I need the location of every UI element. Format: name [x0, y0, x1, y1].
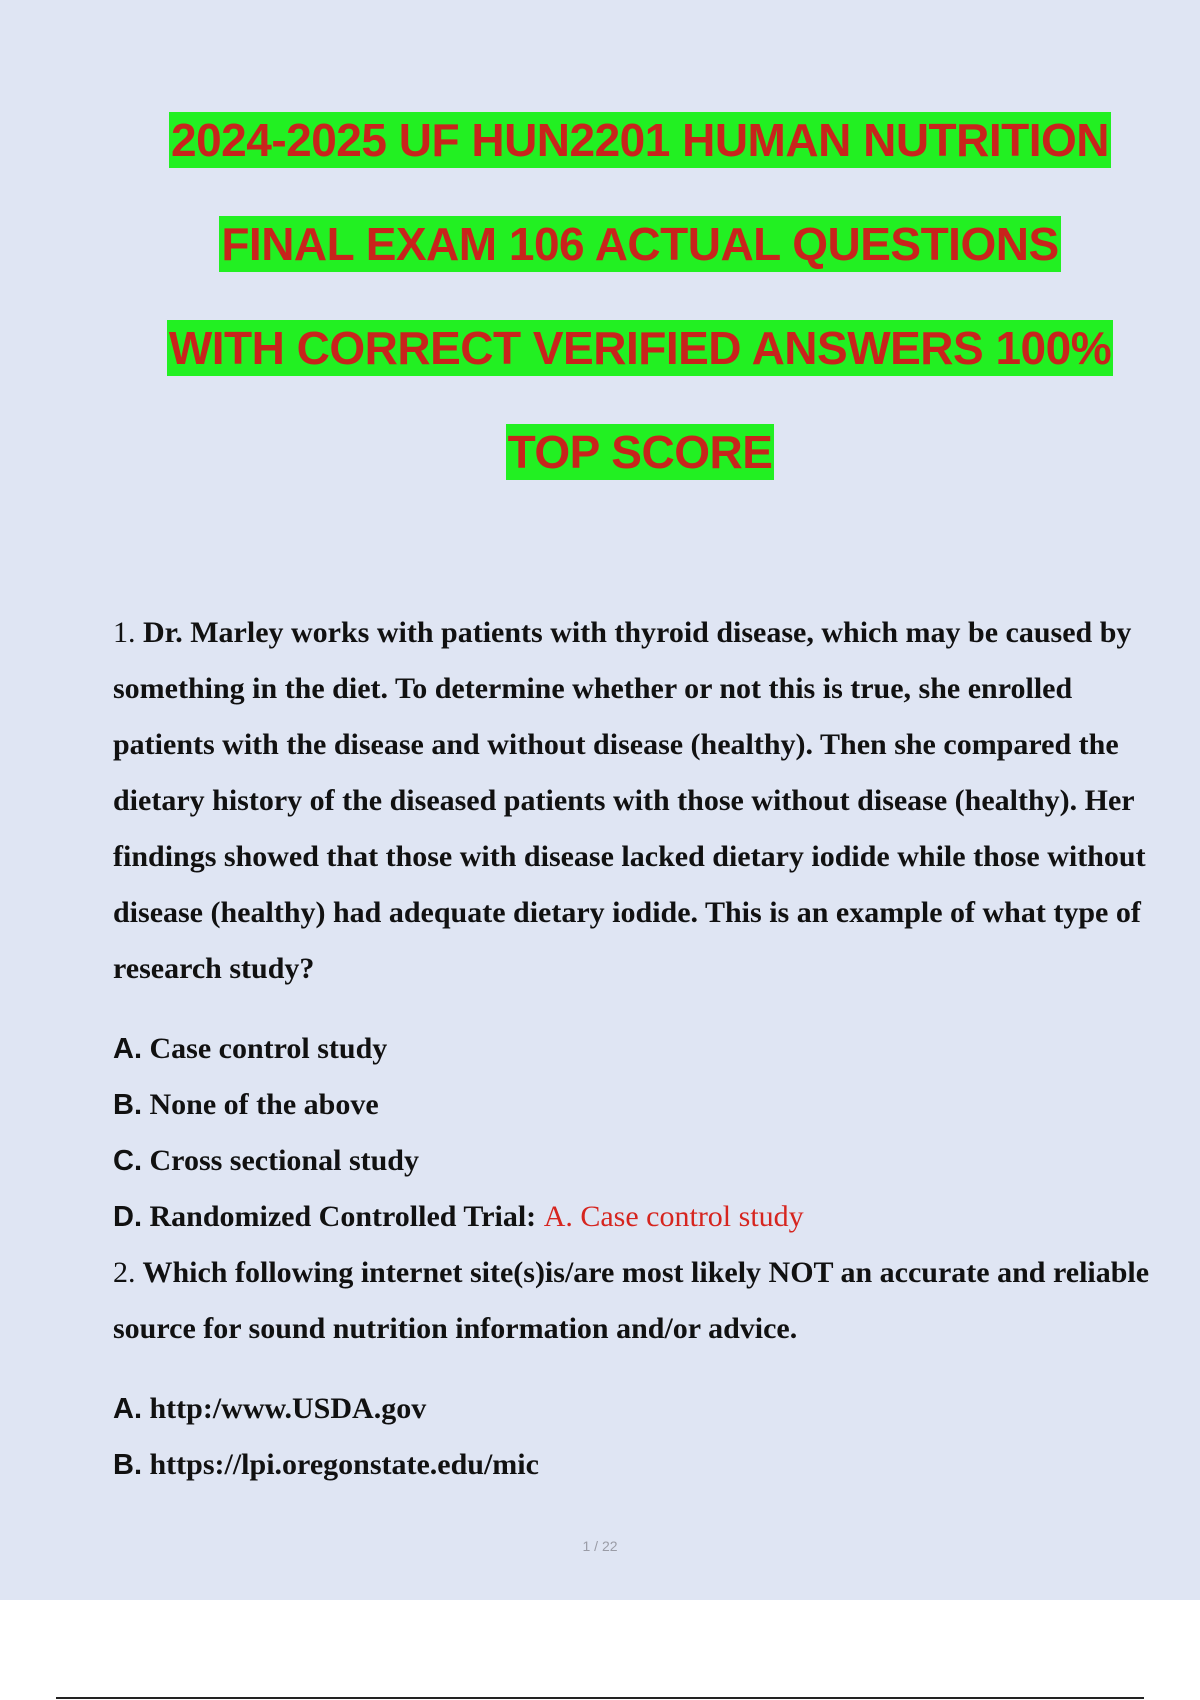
- title-line-2: FINAL EXAM 106 ACTUAL QUESTIONS: [221, 218, 1059, 270]
- question-1-answer: A. Case control study: [543, 1200, 804, 1233]
- option-letter: A.: [113, 1393, 142, 1425]
- question-2: [113, 1245, 1173, 1357]
- option-letter: B.: [113, 1089, 142, 1121]
- question-1: [113, 605, 1173, 997]
- question-2-option-b: [113, 1437, 1173, 1493]
- option-text: Case control study: [149, 1032, 388, 1065]
- option-letter: C.: [113, 1145, 142, 1177]
- question-2-text: Which following internet site(s)is/are most likely NOT an accurate and reliable source for sound nutrition information and/or advice.: [113, 1256, 1150, 1345]
- question-1-options: [113, 1021, 1173, 1245]
- option-letter: D.: [113, 1201, 142, 1233]
- question-1-option-b: [113, 1077, 1173, 1133]
- question-1-number: 1.: [113, 616, 136, 649]
- option-text: https://lpi.oregonstate.edu/mic: [149, 1448, 539, 1481]
- option-letter: A.: [113, 1033, 142, 1065]
- option-text: Cross sectional study: [149, 1144, 419, 1177]
- title-line-3: WITH CORRECT VERIFIED ANSWERS 100%: [168, 322, 1112, 374]
- option-text: http:/www.USDA.gov: [149, 1392, 427, 1425]
- question-1-option-c: [113, 1133, 1173, 1189]
- option-text: Randomized Controlled Trial:: [149, 1200, 537, 1233]
- question-2-option-a: [113, 1381, 1173, 1437]
- question-2-options: [113, 1381, 1173, 1493]
- document-title: [110, 88, 1170, 504]
- title-line-4: TOP SCORE: [507, 426, 773, 478]
- question-1-option-d: [113, 1189, 1173, 1245]
- question-2-number: 2.: [113, 1256, 136, 1289]
- next-page-divider: [56, 1697, 1144, 1699]
- page-indicator: 1 / 22: [582, 1538, 618, 1554]
- question-1-option-a: [113, 1021, 1173, 1077]
- option-letter: B.: [113, 1449, 142, 1481]
- questions-section: [113, 605, 1173, 1493]
- question-1-text: Dr. Marley works with patients with thyroid disease, which may be caused by something in the diet. To determine whether or not this is true, she enrolled patients with the disease and without disease (healthy). Then she compared the dietary history of the diseased patients with those without disease (healthy). Her findings showed that those with disease lacked dietary iodide while those without disease (healthy) had adequate dietary iodide. This is an example of what type of research study?: [113, 616, 1146, 985]
- title-line-1: 2024-2025 UF HUN2201 HUMAN NUTRITION: [170, 114, 1110, 166]
- option-text: None of the above: [149, 1088, 379, 1121]
